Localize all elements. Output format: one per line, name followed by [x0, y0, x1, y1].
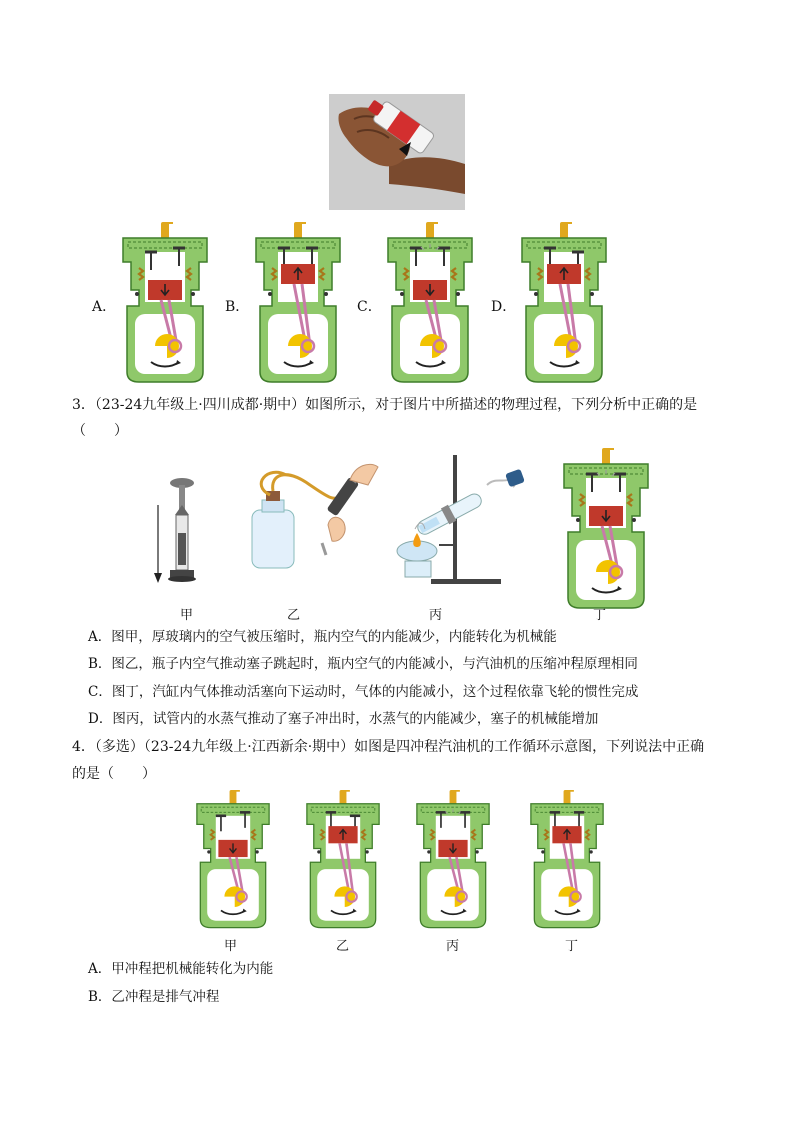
- q3-stem-line1: 3．（23-24九年级上·四川成都·期中）如图所示，对于图片中所描述的物理过程，下列分析中正确的是: [72, 397, 698, 413]
- q2-engine-b: [248, 222, 348, 384]
- q4-engine-bing: [410, 790, 496, 929]
- q4-option-b[interactable]: B．乙冲程是排气冲程: [88, 989, 220, 1005]
- q4-engine-jia: [190, 790, 276, 929]
- q2-engine-a: [115, 222, 215, 384]
- q3-caption-yi: 乙: [287, 608, 301, 623]
- hand-bottle-illustration: [329, 94, 465, 210]
- q4-engine-ding: [524, 790, 610, 929]
- q3-caption-jia: 甲: [180, 608, 194, 623]
- q3-figure-ding-engine: [556, 448, 656, 610]
- q3-figure-yi-bottle-pump: [240, 455, 380, 575]
- q2-option-c-label: C．: [357, 299, 382, 315]
- q4-caption-ding: 丁: [565, 939, 579, 954]
- q4-stem-line1: 4．（多选）（23-24九年级上·江西新余·期中）如图是四冲程汽油机的工作循环示意图，下列说法中正确: [72, 739, 705, 755]
- q3-figure-jia-syringe: [150, 475, 210, 590]
- q4-caption-bing: 丙: [446, 939, 460, 954]
- q2-engine-c: [380, 222, 480, 384]
- q3-caption-bing: 丙: [429, 608, 443, 623]
- q3-option-c[interactable]: C．图丁，汽缸内气体推动活塞向下运动时，气体的内能减小，这个过程依靠飞轮的惯性完成: [88, 684, 639, 700]
- q4-caption-jia: 甲: [224, 939, 238, 954]
- q3-figure-bing-test-tube: [395, 455, 535, 585]
- q4-stem-line2: 的是（ ）: [72, 766, 156, 782]
- q3-option-d[interactable]: D．图丙，试管内的水蒸气推动了塞子冲出时，水蒸气的内能减少，塞子的机械能增加: [88, 711, 599, 727]
- q3-stem-line2: （ ）: [72, 423, 128, 439]
- q4-option-a[interactable]: A．甲冲程把机械能转化为内能: [88, 961, 274, 977]
- hand-bottle-photo: [329, 94, 465, 210]
- q2-option-a-label: A．: [92, 299, 117, 315]
- q3-caption-ding: 丁: [593, 608, 607, 623]
- q2-option-d-label: D．: [491, 299, 517, 315]
- q4-engine-yi: [300, 790, 386, 929]
- q3-option-a[interactable]: A．图甲，厚玻璃内的空气被压缩时，瓶内空气的内能减少，内能转化为机械能: [88, 629, 557, 645]
- q4-caption-yi: 乙: [336, 939, 350, 954]
- q2-option-b-label: B．: [225, 299, 250, 315]
- q2-engine-d: [514, 222, 614, 384]
- q3-option-b[interactable]: B．图乙，瓶子内空气推动塞子跳起时，瓶内空气的内能减小，与汽油机的压缩冲程原理相同: [88, 656, 638, 672]
